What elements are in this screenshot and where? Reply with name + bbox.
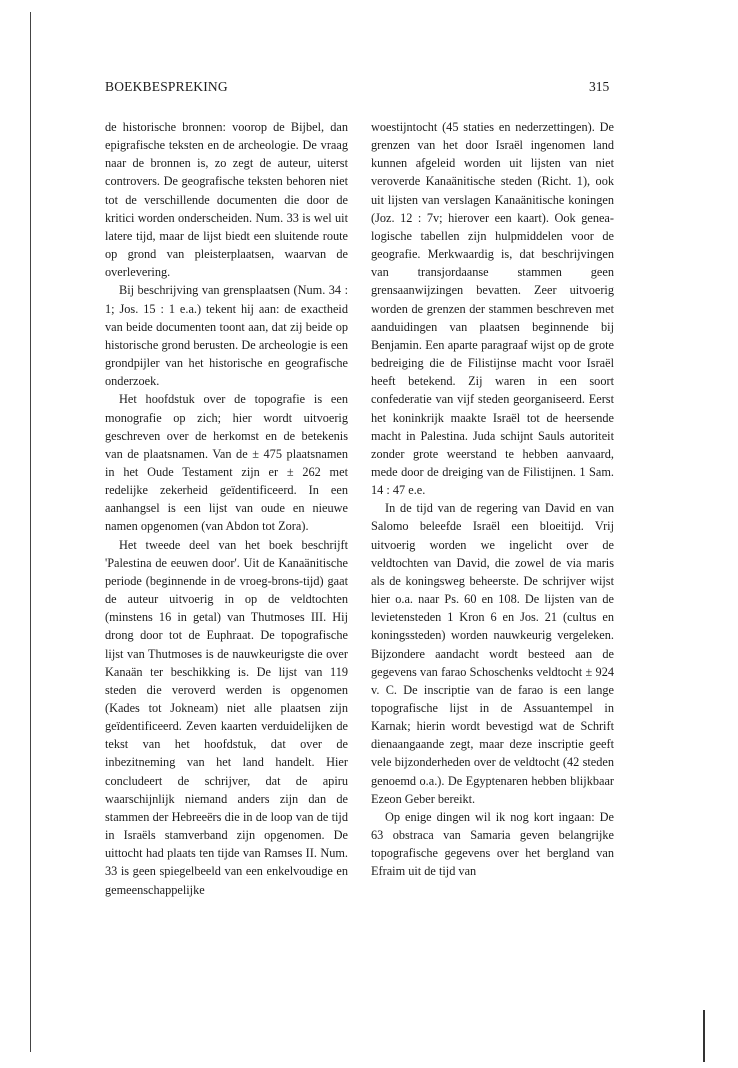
left-column — [105, 118, 348, 899]
paragraph: de historische bronnen: voorop de Bijbel, dan epigrafische teksten en de archeologie. De vraag naar de bronnen is, zo zegt de auteur, uiterst controvers. De geografische teksten behoren niet tot de verschillende documenten die door de kritici worden onderscheiden. Num. 33 is wel uit latere tijd, maar de lijst biedt een sluitende route op grond van pleisterplaatsen, waarvan de overlevering. — [105, 120, 348, 280]
paragraph: woestijntocht (45 staties en nederzettingen). De grenzen van het door Israël ingenomen land kunnen afgeleid worden uit lijsten van niet veroverde Kanaänitische steden (Richt. 1), ook uit lijsten van verslagen Kanaänitische koningen (Joz. 12 : 7v; hierover een kaart). Ook genealogische tabellen zijn hulpmiddelen voor de geografie. Merkwaardig is, dat beschrijvingen van transjordaanse stammen geen grensaanwijzingen bevatten. Zeer uitvoerig worden de grenzen der stammen beschreven met aanduidingen van plaatsen beginnende bij Benjamin. Een aparte paragraaf wijst op de grote bedreiging die de Filistijnse macht voor Israël heeft betekend. Zij waren in een soort confederatie van vijf steden georganiseerd. Eerst het koninkrijk maakte Israël tot de heersende macht in Palestina. Juda schijnt Sauls autoriteit zonder grote weerstand te hebben aanvaard, mede door de dreiging van de Filistijnen. 1 Sam. 14 : 47 e.e. — [371, 120, 614, 498]
paragraph: Bij beschrijving van grensplaatsen (Num. 34 : 1; Jos. 15 : 1 e.a.) tekent hij aan: de exactheid van beide documenten toont aan, dat zij beide op historische grond berusten. De archeologie is een grondpijler van het historische en geografische onderzoek. — [105, 283, 348, 389]
paragraph: In de tijd van de regering van David en van Salomo beleefde Israël een bloeitijd. Vrij uitvoerig worden we ingelicht over de veldtochten van David, die zowel de via maris als de koningsweg beheerste. De schrijver wijst hier o.a. naar Ps. 60 en 108. De lijsten van de levietensteden 1 Kron 6 en Jos. 21 (cultus en koningssteden) worden nauwkeurig vergeleken. Bijzondere aandacht wordt besteed aan de gegevens van farao Schoschenks veldtocht ± 924 v. C. De inscriptie van de farao is een lange topografische lijst in de Assuantempel in Karnak; hierin wordt bevestigd wat de Schrift dienaangaande zegt, maar deze inscriptie geeft vele bijzonderheden over de veldtocht (42 steden genoemd o.a.). De Egyptenaren hebben blijkbaar Ezeon Geber bereikt. — [371, 501, 614, 806]
paragraph: Het tweede deel van het boek beschrijft 'Palestina de eeuwen door'. Uit de Kanaänitische periode (beginnende in de vroeg-brons-tijd) gaat de auteur uitvoerig in op de veldtochten (minstens 16 in getal) van Thutmoses III. Hij drong door tot de Euphraat. De topografische lijst van Thutmoses is de nauwkeurigste die over Kanaän ter beschikking is. De lijst van 119 steden die veroverd werden is opgenomen (Kades tot Jokneam) niet alle plaatsen zijn geïdentificeerd. Zeven kaarten verduidelijken de tekst van het hoofdstuk, dat over de inbezitneming van het land handelt. Hier concludeert de schrijver, dat de apiru waarschijnlijk niemand anders zijn dan de stammen der Hebreeërs die in de loop van de tijd in Israëls stamverband zijn opgenomen. De uittocht had plaats ten tijde van Ramses II. Num. 33 is geen spiegelbeeld van een enkelvoudige en gemeenschappelijke — [105, 537, 348, 897]
paragraph: Het hoofdstuk over de topografie is een monografie op zich; hier wordt uitvoerig geschreven over de herkomst en de betekenis van de plaatsnamen. Van de ± 475 plaatsnamen in het Oude Testament zijn er ± 262 met redelijke zekerheid geïdentificeerd. In een aanhangsel is een lijst van oude en nieuwe namen opgenomen (van Abdon tot Zora). — [105, 392, 348, 534]
running-head: BOEKBESPREKING — [105, 79, 228, 94]
right-column — [371, 118, 614, 881]
page-number: 315 — [589, 79, 610, 94]
page-edge-left — [30, 12, 31, 1052]
page-edge-right — [703, 1010, 705, 1062]
paragraph: Op enige dingen wil ik nog kort ingaan: De 63 obstraca van Samaria geven belangrijke topografische gegevens over het bergland van Efraim uit de tijd van — [371, 809, 614, 879]
